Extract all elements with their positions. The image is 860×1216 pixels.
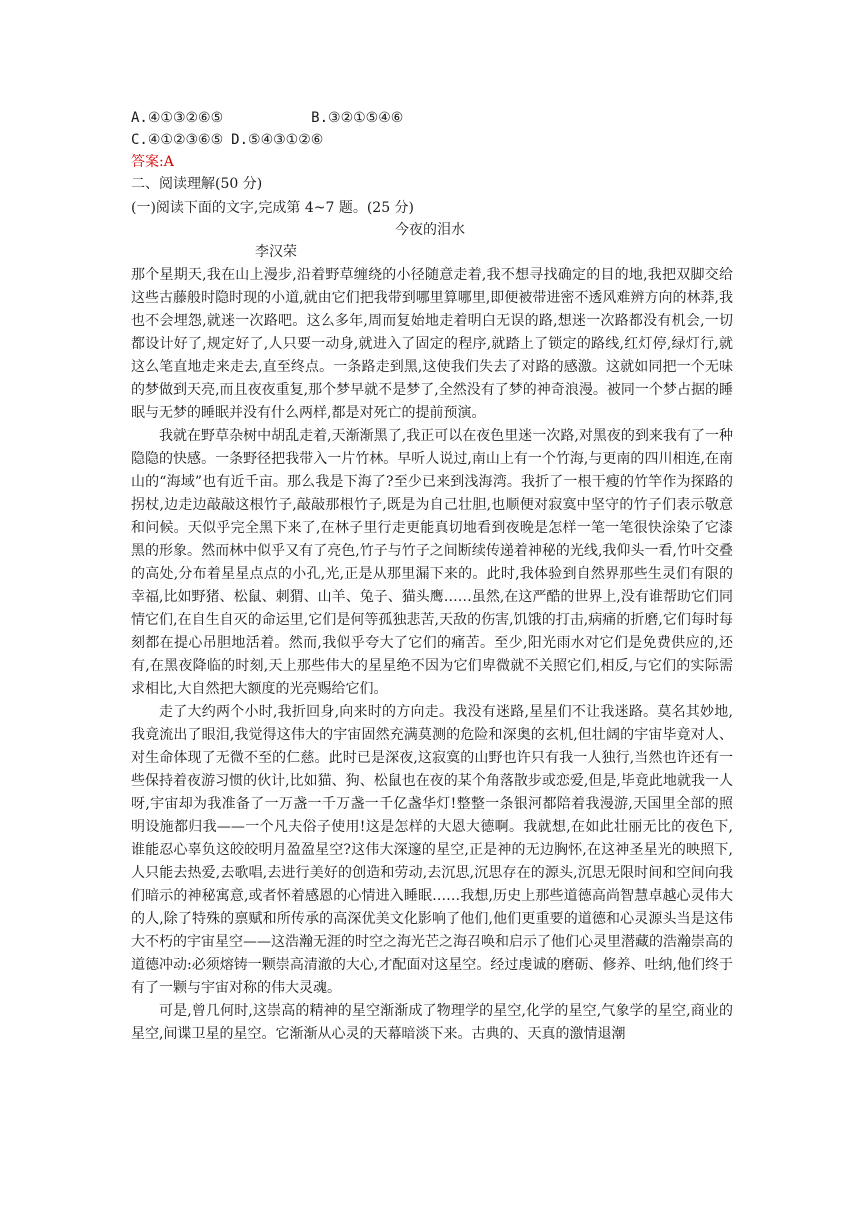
option-d: D.⑤④③①②⑥ xyxy=(231,132,324,148)
article-paragraph-3: 走了大约两个小时,我折回身,向来时的方向走。我没有迷路,星星们不让我迷路。莫名其妙地,我竟流出了眼泪,我觉得这伟大的宇宙固然充满莫测的危险和深奥的玄机,但壮阔的宇宙毕竟对人、对生命体现了无微不至的仁慈。此时已是深夜,这寂寞的山野也许只有我一人独行,当然也许还有一些保持着夜游习惯的伙计,比如猫、狗、松鼠也在夜的某个角落散步或恋爱,但是,毕竟此地就我一人呀,宇宙却为我准备了一万盏一千万盏一千亿盏华灯!整整一条银河都陪着我漫游,天国里全部的照明设施都归我——一个凡夫俗子使用!这是怎样的大恩大德啊。我就想,在如此壮丽无比的夜色下,谁能忍心辜负这皎皎明月盈盈星空?这伟大深邃的星空,正是神的无边胸怀,在这神圣星光的映照下,人只能去热爱,去歌唱,去进行美好的创造和劳动,去沉思,沉思存在的源头,沉思无限时间和空间向我们暗示的神秘寓意,或者怀着感恩的心情进入睡眠……我想,历史上那些道德高尚智慧卓越心灵伟大的人,除了特殊的禀赋和所传承的高深优美文化影响了他们,他们更重要的道德和心灵源头当是这伟大不朽的宇宙星空——这浩瀚无涯的时空之海光芒之海召唤和启示了他们心灵里潜藏的浩瀚崇高的道德冲动:必须熔铸一颗崇高清澈的大心,才配面对这星空。经过虔诚的磨砺、修养、吐纳,他们终于有了一颗与宇宙对称的伟大灵魂。 xyxy=(131,704,733,996)
answer-line: 答案:A xyxy=(131,154,174,170)
article-paragraph-4: 可是,曾几何时,这崇高的精神的星空渐渐成了物理学的星空,化学的星空,气象学的星空,商业的星空,间谍卫星的星空。它渐渐从心灵的天幕暗淡下来。古典的、天真的激情退潮 xyxy=(131,1003,733,1042)
article-body xyxy=(131,264,733,1046)
option-a: A.④①③②⑥⑤ xyxy=(131,110,224,126)
question-instruction: (一)阅读下面的文字,完成第 4~7 题。(25 分) xyxy=(131,200,415,216)
section-heading: 二、阅读理解(50 分) xyxy=(131,176,263,192)
article-title: 今夜的泪水 xyxy=(395,222,465,238)
article-author: 李汉荣 xyxy=(255,244,297,260)
option-c: C.④①②③⑥⑤ xyxy=(131,132,224,148)
option-line-2 xyxy=(131,130,323,150)
option-b: B.③②①⑤④⑥ xyxy=(311,110,404,126)
article-paragraph-2: 我就在野草杂树中胡乱走着,天渐渐黑了,我正可以在夜色里迷一次路,对黑夜的到来我有了一种隐隐的快感。一条野径把我带入一片竹林。早听人说过,南山上有一个竹海,与更南的四川相连,在南山的“海域”也有近千亩。那么我是下海了?至少已来到浅海湾。我折了一根干瘦的竹竿作为探路的拐杖,边走边敲敲这根竹子,敲敲那根竹子,既是为自己壮胆,也顺便对寂寞中坚守的竹子们表示敬意和问候。天似乎完全黑下来了,在林子里行走更能真切地看到夜晚是怎样一笔一笔很快涂染了它漆黑的形象。然而林中似乎又有了亮色,竹子与竹子之间断续传递着神秘的光线,我仰头一看,竹叶交叠的高处,分布着星星点点的小孔,光,正是从那里漏下来的。此时,我体验到自然界那些生灵们有限的幸福,比如野猪、松鼠、刺猬、山羊、兔子、猫头鹰……虽然,在这严酷的世界上,没有谁帮助它们同情它们,在自生自灭的命运里,它们是何等孤独悲苦,天敌的伤害,饥饿的打击,病痛的折磨,它们每时每刻都在提心吊胆地活着。然而,我似乎夸大了它们的痛苦。至少,阳光雨水对它们是免费供应的,还有,在黑夜降临的时刻,天上那些伟大的星星绝不因为它们卑微就不关照它们,相反,与它们的实际需求相比,大自然把大额度的光亮赐给它们。 xyxy=(131,428,733,697)
option-line-1 xyxy=(131,108,403,128)
article-paragraph-1: 那个星期天,我在山上漫步,沿着野草缠绕的小径随意走着,我不想寻找确定的目的地,我把双脚交给这些古藤般时隐时现的小道,就由它们把我带到哪里算哪里,即便被带进密不透风难辨方向的林莽,我也不会埋怨,就迷一次路吧。这么多年,周而复始地走着明白无误的路,想迷一次路都没有机会,一切都设计好了,规定好了,人只要一动身,就进入了固定的程序,就踏上了锁定的路线,红灯停,绿灯行,就这么笔直地走来走去,直至终点。一条路走到黑,这使我们失去了对路的感激。这就如同把一个无味的梦做到天亮,而且夜夜重复,那个梦早就不是梦了,全然没有了梦的神奇浪漫。被同一个梦占据的睡眠与无梦的睡眠并没有什么两样,都是对死亡的提前预演。 xyxy=(131,267,733,421)
